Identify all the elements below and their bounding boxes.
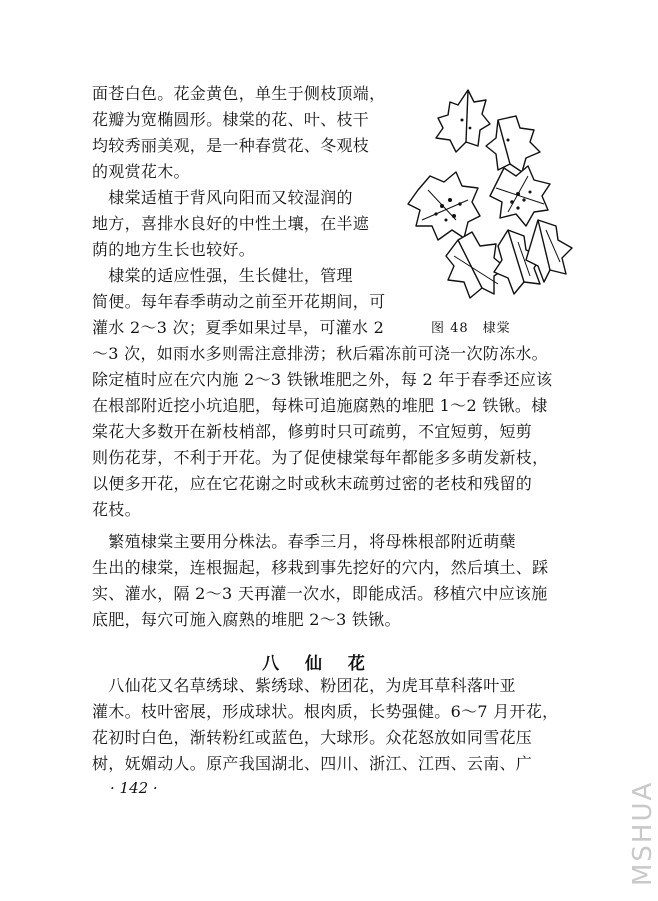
text-line: 花初时白色，渐转粉红或蓝色，大球形。众花怒放如同雪花压 bbox=[92, 728, 533, 747]
text-line: 荫的地方生长也较好。 bbox=[92, 240, 256, 259]
text-line: 的观赏花木。 bbox=[92, 162, 190, 181]
text-line: 则伤花芽，不利于开花。为了促使棣棠每年都能多多萌发新枝， bbox=[92, 448, 549, 467]
text-line: 棠花大多数开在新枝梢部，修剪时只可疏剪，不宜短剪，短剪 bbox=[92, 422, 533, 441]
page-number: · 142 · bbox=[110, 779, 158, 797]
watermark-text: MSHUA bbox=[628, 780, 658, 886]
figure-caption: 图 48 棣棠 bbox=[431, 321, 511, 336]
watermark bbox=[598, 770, 658, 890]
section-title: 八 仙 花 bbox=[262, 654, 375, 674]
text-line: 简便。每年春季萌动之前至开花期间，可 bbox=[92, 292, 386, 311]
text-line: 八仙花又名草绣球、紫绣球、粉团花，为虎耳草科落叶亚 bbox=[92, 676, 516, 695]
text-line: 以便多开花，应在它花谢之时或秋末疏剪过密的老枝和残留的 bbox=[92, 474, 533, 493]
text-line: 生出的棣棠，连根掘起，移栽到事先挖好的穴内，然后填土、踩 bbox=[92, 558, 549, 577]
text-line: 繁殖棣棠主要用分株法。春季三月，将母株根部附近萌蘖 bbox=[92, 532, 516, 551]
text-line: 底肥，每穴可施入腐熟的堆肥 2～3 铁锹。 bbox=[92, 610, 401, 629]
text-line: 树，妩媚动人。原产我国湖北、四川、浙江、江西、云南、广 bbox=[92, 754, 533, 773]
text-line: 地方，喜排水良好的中性土壤，在半遮 bbox=[92, 214, 370, 233]
text-line: 棣棠的适应性强，生长健壮，管理 bbox=[92, 266, 353, 285]
text-line: 面苍白色。花金黄色，单生于侧枝顶端， bbox=[92, 84, 386, 103]
text-line: 在根部附近挖小坑追肥，每株可追施腐熟的堆肥 1～2 铁锹。棣 bbox=[92, 396, 548, 415]
text-line: 灌木。枝叶密展，形成球状。根肉质，长势强健。6～7 月开花， bbox=[92, 702, 559, 721]
text-line: 均较秀丽美观，是一种春赏花、冬观枝 bbox=[92, 136, 370, 155]
text-line: 棣棠适植于背风向阳而又较湿润的 bbox=[92, 188, 353, 207]
kerria-illustration bbox=[398, 80, 578, 310]
text-line: 花瓣为宽椭圆形。棣棠的花、叶、枝干 bbox=[92, 110, 370, 129]
text-line: ～3 次，如雨水多则需注意排涝；秋后霜冻前可浇一次防冻水。 bbox=[92, 344, 548, 363]
text-line: 实、灌水，隔 2～3 天再灌一次水，即能成活。移植穴中应该施 bbox=[92, 584, 548, 603]
text-line: 灌水 2～3 次；夏季如果过旱，可灌水 2 bbox=[92, 318, 385, 337]
text-line: 除定植时应在穴内施 2～3 铁锹堆肥之外，每 2 年于春季还应该 bbox=[92, 370, 553, 389]
text-line: 花枝。 bbox=[92, 500, 141, 519]
